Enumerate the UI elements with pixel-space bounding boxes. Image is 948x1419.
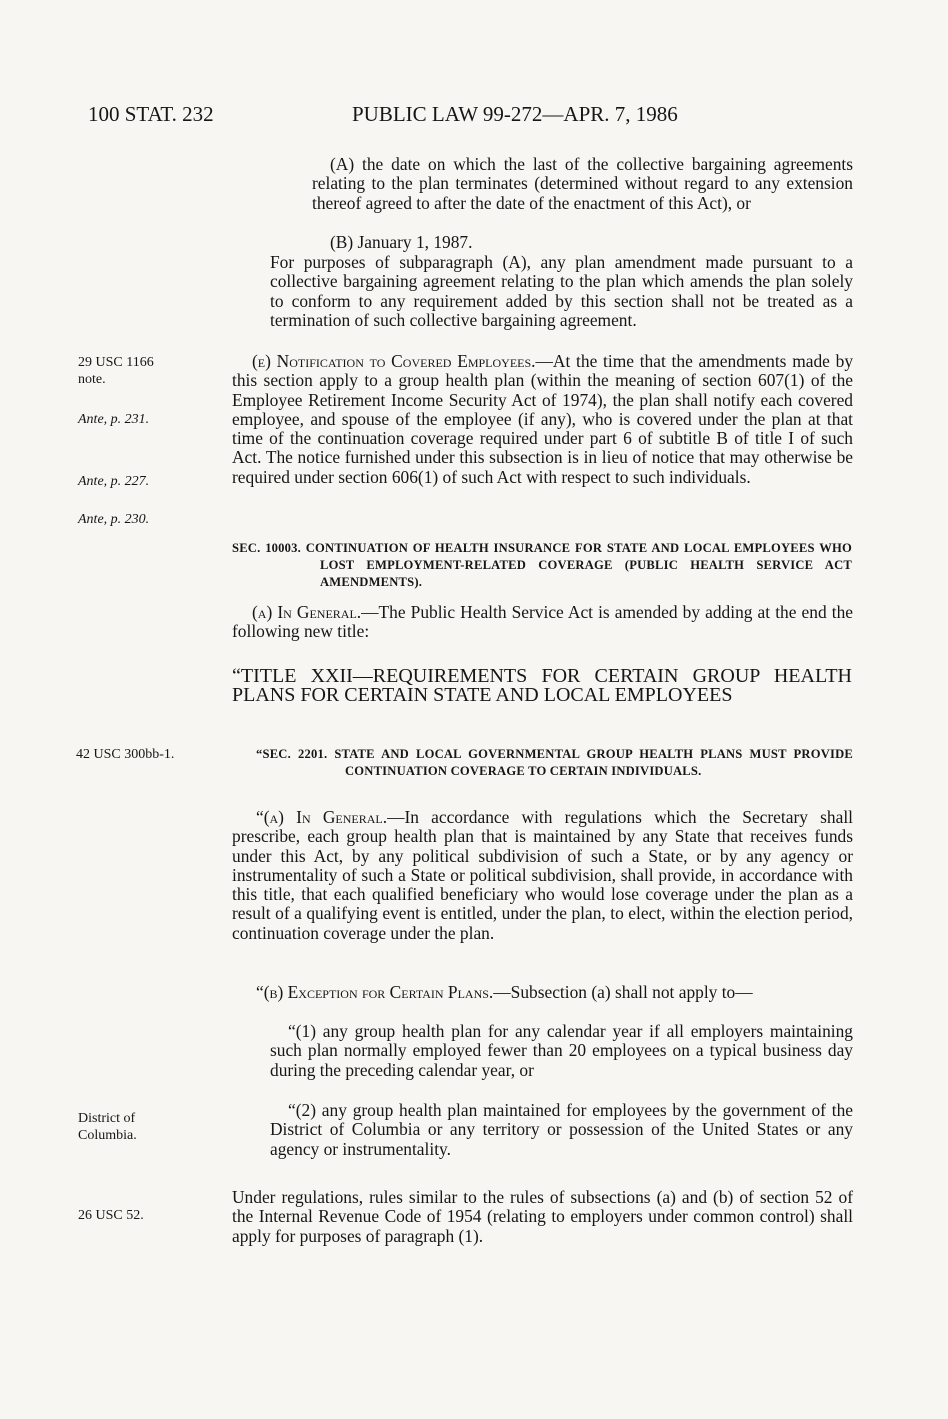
section-10003-heading: SEC. 10003. CONTINUATION OF HEALTH INSURANCE FOR STATE AND LOCAL EMPLOYEES WHO LOST EMPLOYMENT-RELATED COVERAGE (PUBLIC HEALTH SERVICE ACT AMENDMENTS). (232, 541, 852, 589)
paragraph-b1: “(1) any group health plan for any calendar year if all employers maintaining such plan normally employed fewer than 20 employees on a typical business day during the preceding calendar year, or (270, 1021, 853, 1080)
margin-note-usc-1166: 29 USC 1166 note. (78, 355, 154, 387)
paragraph-purposes: For purposes of subparagraph (A), any plan amendment made pursuant to a collective bargaining agreement relating to the plan which amends the plan solely to conform to any requirement added by this section shall not be treated as a termination of such collective bargaining agreement. (270, 252, 853, 330)
margin-note-usc-52: 26 USC 52. (78, 1208, 144, 1223)
section-2201-subsection-a: “(a) In General.—In accordance with regulations which the Secretary shall prescribe, each group health plan that is maintained by any State that receives funds under this Act, by any political subdivision of such a State, or by any agency or instrumentality of such a State or political subdivision, shall provide, in accordance with this title, that each qualified beneficiary who would lose coverage under the plan as a result of a qualifying event is entitled, under the plan, to elect, within the election period, continuation coverage under the plan. (232, 807, 853, 943)
margin-note-ante-227: Ante, p. 227. (78, 474, 150, 489)
paragraph-b: (B) January 1, 1987. (330, 232, 473, 252)
margin-note-ante-230: Ante, p. 230. (78, 512, 150, 527)
title-xxii-heading: “TITLE XXII—REQUIREMENTS FOR CERTAIN GROUP HEALTH PLANS FOR CERTAIN STATE AND LOCAL EMPLOYEES (232, 665, 852, 706)
paragraph-under-regulations: Under regulations, rules similar to the rules of subsections (a) and (b) of section 52 of the Internal Revenue Code of 1954 (relating to employers under common control) shall apply for purposes of paragraph (1). (232, 1187, 853, 1246)
subsection-a-general: (a) In General.—The Public Health Service Act is amended by adding at the end the following new title: (232, 602, 853, 642)
subsection-a-heading: (a) In General. (252, 602, 362, 622)
paragraph-a: (A) the date on which the last of the collective bargaining agreements relating to the plan terminates (determined without regard to any extension thereof agreed to after the date of the enactment of this Act), or (312, 154, 853, 213)
subsection-e-heading: (e) Notification to Covered Employees. (252, 351, 536, 371)
margin-note-district-of-columbia: District of Columbia. (78, 1111, 137, 1143)
margin-note-usc-300bb: 42 USC 300bb-1. (76, 747, 175, 762)
law-reference: PUBLIC LAW 99-272—APR. 7, 1986 (352, 102, 678, 126)
section-2201-b-heading: “(b) Exception for Certain Plans. (256, 982, 494, 1002)
paragraph-b2: “(2) any group health plan maintained for employees by the government of the District of Columbia or any territory or possession of the United States or any agency or instrumentality. (270, 1100, 853, 1159)
section-2201-subsection-b: “(b) Exception for Certain Plans.—Subsection (a) shall not apply to— (256, 982, 753, 1002)
margin-note-ante-231: Ante, p. 231. (78, 412, 150, 427)
subsection-e-notification: (e) Notification to Covered Employees.—At the time that the amendments made by this section apply to a group health plan (within the meaning of section 607(1) of the Employee Retirement Income Security Act of 1974), the plan shall notify each covered employee, and spouse of the employee (if any), who is covered under the plan at that time of the continuation coverage required under part 6 of subtitle B of title I of such Act. The notice furnished under this subsection is in lieu of notice that may otherwise be required under section 606(1) of such Act with respect to such individuals. (232, 351, 854, 487)
section-2201-a-heading: “(a) In General. (256, 807, 388, 827)
page-reference: 100 STAT. 232 (88, 102, 214, 126)
section-2201-heading: “SEC. 2201. STATE AND LOCAL GOVERNMENTAL GROUP HEALTH PLANS MUST PROVIDE CONTINUATION COVERAGE TO CERTAIN INDIVIDUALS. (256, 747, 853, 778)
